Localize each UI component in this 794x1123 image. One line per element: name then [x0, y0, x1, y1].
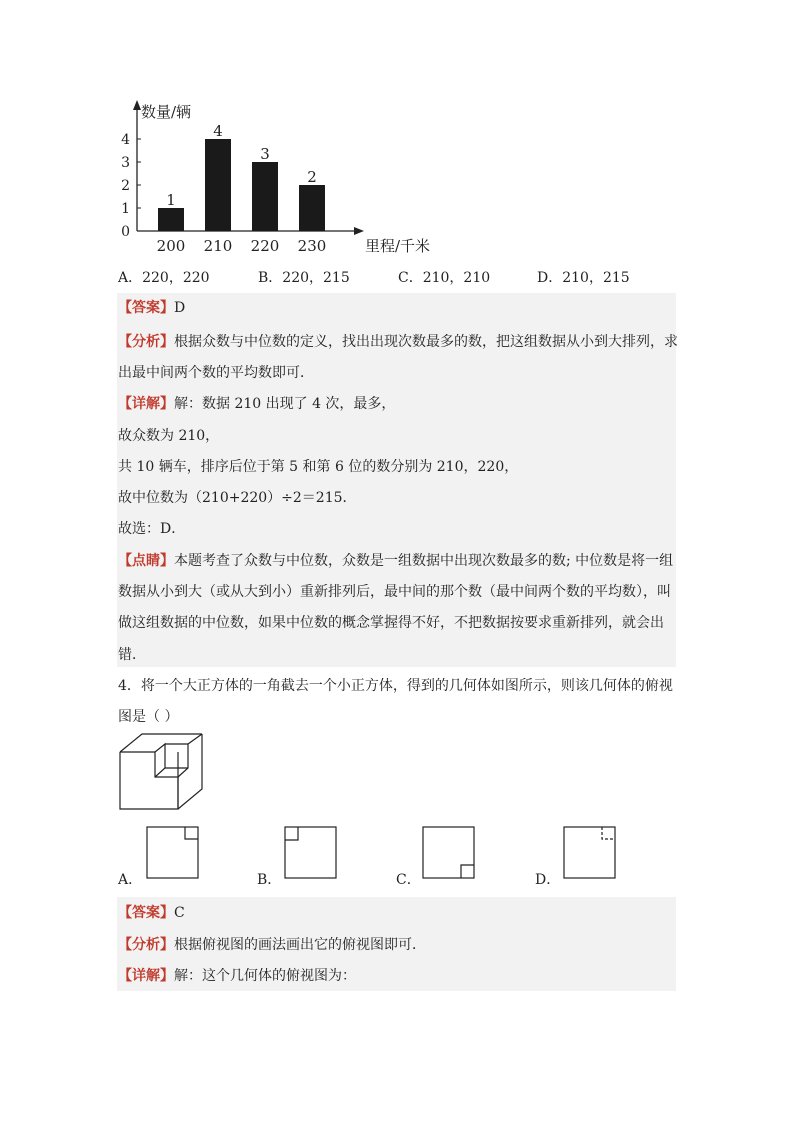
bar-data-label: 4 — [213, 122, 223, 140]
answer-tag: 【答案】 — [118, 300, 174, 316]
x-axis-arrow — [354, 227, 364, 235]
bar-data-label: 2 — [307, 168, 317, 186]
q3-detail-line-2: 故众数为 210， — [118, 428, 220, 444]
x-tick-label: 230 — [297, 237, 327, 255]
analysis-text: 根据俯视图的画法画出它的俯视图即可． — [174, 937, 426, 953]
bar-data-label: 3 — [260, 145, 270, 163]
q4-option-c-view — [422, 826, 476, 880]
q4-stem-line-2: 图是（ ） — [118, 709, 179, 725]
q4-analysis-line — [118, 935, 426, 955]
q3-analysis-line-1 — [118, 332, 678, 352]
y-axis-arrow — [133, 100, 141, 110]
answer-value: C — [174, 905, 185, 921]
q3-option-d: D．210，215 — [537, 270, 630, 286]
q4-option-a-view — [146, 826, 200, 880]
q4-option-b-label: B． — [257, 872, 282, 888]
y-tick-label: 2 — [121, 178, 130, 194]
x-tick-label: 220 — [250, 237, 280, 255]
q4-detail-line — [118, 966, 356, 986]
q4-option-c-label: C． — [396, 872, 421, 888]
q4-answer-line — [118, 903, 185, 923]
q3-answer-line — [118, 298, 185, 318]
q3-option-c: C．210，210 — [398, 270, 491, 286]
q3-analysis-line-2: 出最中间两个数的平均数即可． — [118, 365, 314, 381]
detail-text: 解：这个几何体的俯视图为： — [174, 968, 356, 984]
q3-option-b: B．220，215 — [258, 270, 350, 286]
q3-option-a: A．220，220 — [118, 270, 210, 286]
y-tick-label: 0 — [121, 224, 130, 240]
q3-detail-line-3: 共 10 辆车，排序后位于第 5 和第 6 位的数分别为 210，220， — [118, 459, 519, 475]
q4-option-a-label: A． — [118, 872, 143, 888]
y-tick-label: 4 — [121, 132, 130, 148]
comment-tag: 【点睛】 — [118, 553, 174, 569]
bar-230 — [299, 185, 325, 231]
y-axis-label: 数量/辆 — [141, 103, 192, 121]
bar-210 — [205, 139, 231, 231]
q3-detail-line-4: 故中位数为（210+220）÷2＝215． — [118, 490, 357, 506]
q4-option-b-view — [284, 826, 338, 880]
detail-text: 解：数据 210 出现了 4 次，最多， — [174, 396, 396, 412]
q3-detail-line-1 — [118, 394, 395, 414]
x-axis-label: 里程/千米 — [365, 237, 431, 255]
q3-comment-line-3: 做这组数据的中位数，如果中位数的概念掌握得不好，不把数据按要求重新排列，就会出 — [118, 615, 664, 631]
q3-comment-line-4: 错． — [118, 647, 146, 663]
y-tick-label: 1 — [121, 201, 130, 217]
analysis-tag: 【分析】 — [118, 937, 174, 953]
detail-tag: 【详解】 — [118, 396, 174, 412]
analysis-tag: 【分析】 — [118, 334, 174, 350]
q3-comment-line-2: 数据从小到大（或从大到小）重新排列后，最中间的那个数（最中间两个数的平均数），叫 — [118, 584, 671, 600]
y-tick-label: 3 — [121, 155, 130, 171]
bar-data-label: 1 — [166, 191, 176, 209]
q4-stem-line-1: 4．将一个大正方体的一角截去一个小正方体，得到的几何体如图所示，则该几何体的俯视 — [118, 678, 673, 694]
answer-value: D — [174, 300, 186, 316]
x-tick-label: 200 — [156, 237, 186, 255]
q4-option-d-label: D． — [535, 872, 561, 888]
mileage-bar-chart — [112, 100, 431, 260]
cut-cube-figure — [118, 732, 208, 812]
detail-tag: 【详解】 — [118, 968, 174, 984]
q3-detail-line-5: 故选：D． — [118, 521, 186, 537]
bar-200 — [158, 208, 184, 231]
x-tick-label: 210 — [203, 237, 233, 255]
bar-220 — [252, 162, 278, 231]
analysis-text: 根据众数与中位数的定义，找出出现次数最多的数，把这组数据从小到大排列，求 — [174, 334, 678, 350]
q3-comment-line-1 — [118, 551, 673, 571]
q4-option-d-view — [563, 826, 617, 880]
comment-text: 本题考查了众数与中位数，众数是一组数据中出现次数最多的数; 中位数是将一组 — [174, 553, 674, 569]
answer-tag: 【答案】 — [118, 905, 174, 921]
